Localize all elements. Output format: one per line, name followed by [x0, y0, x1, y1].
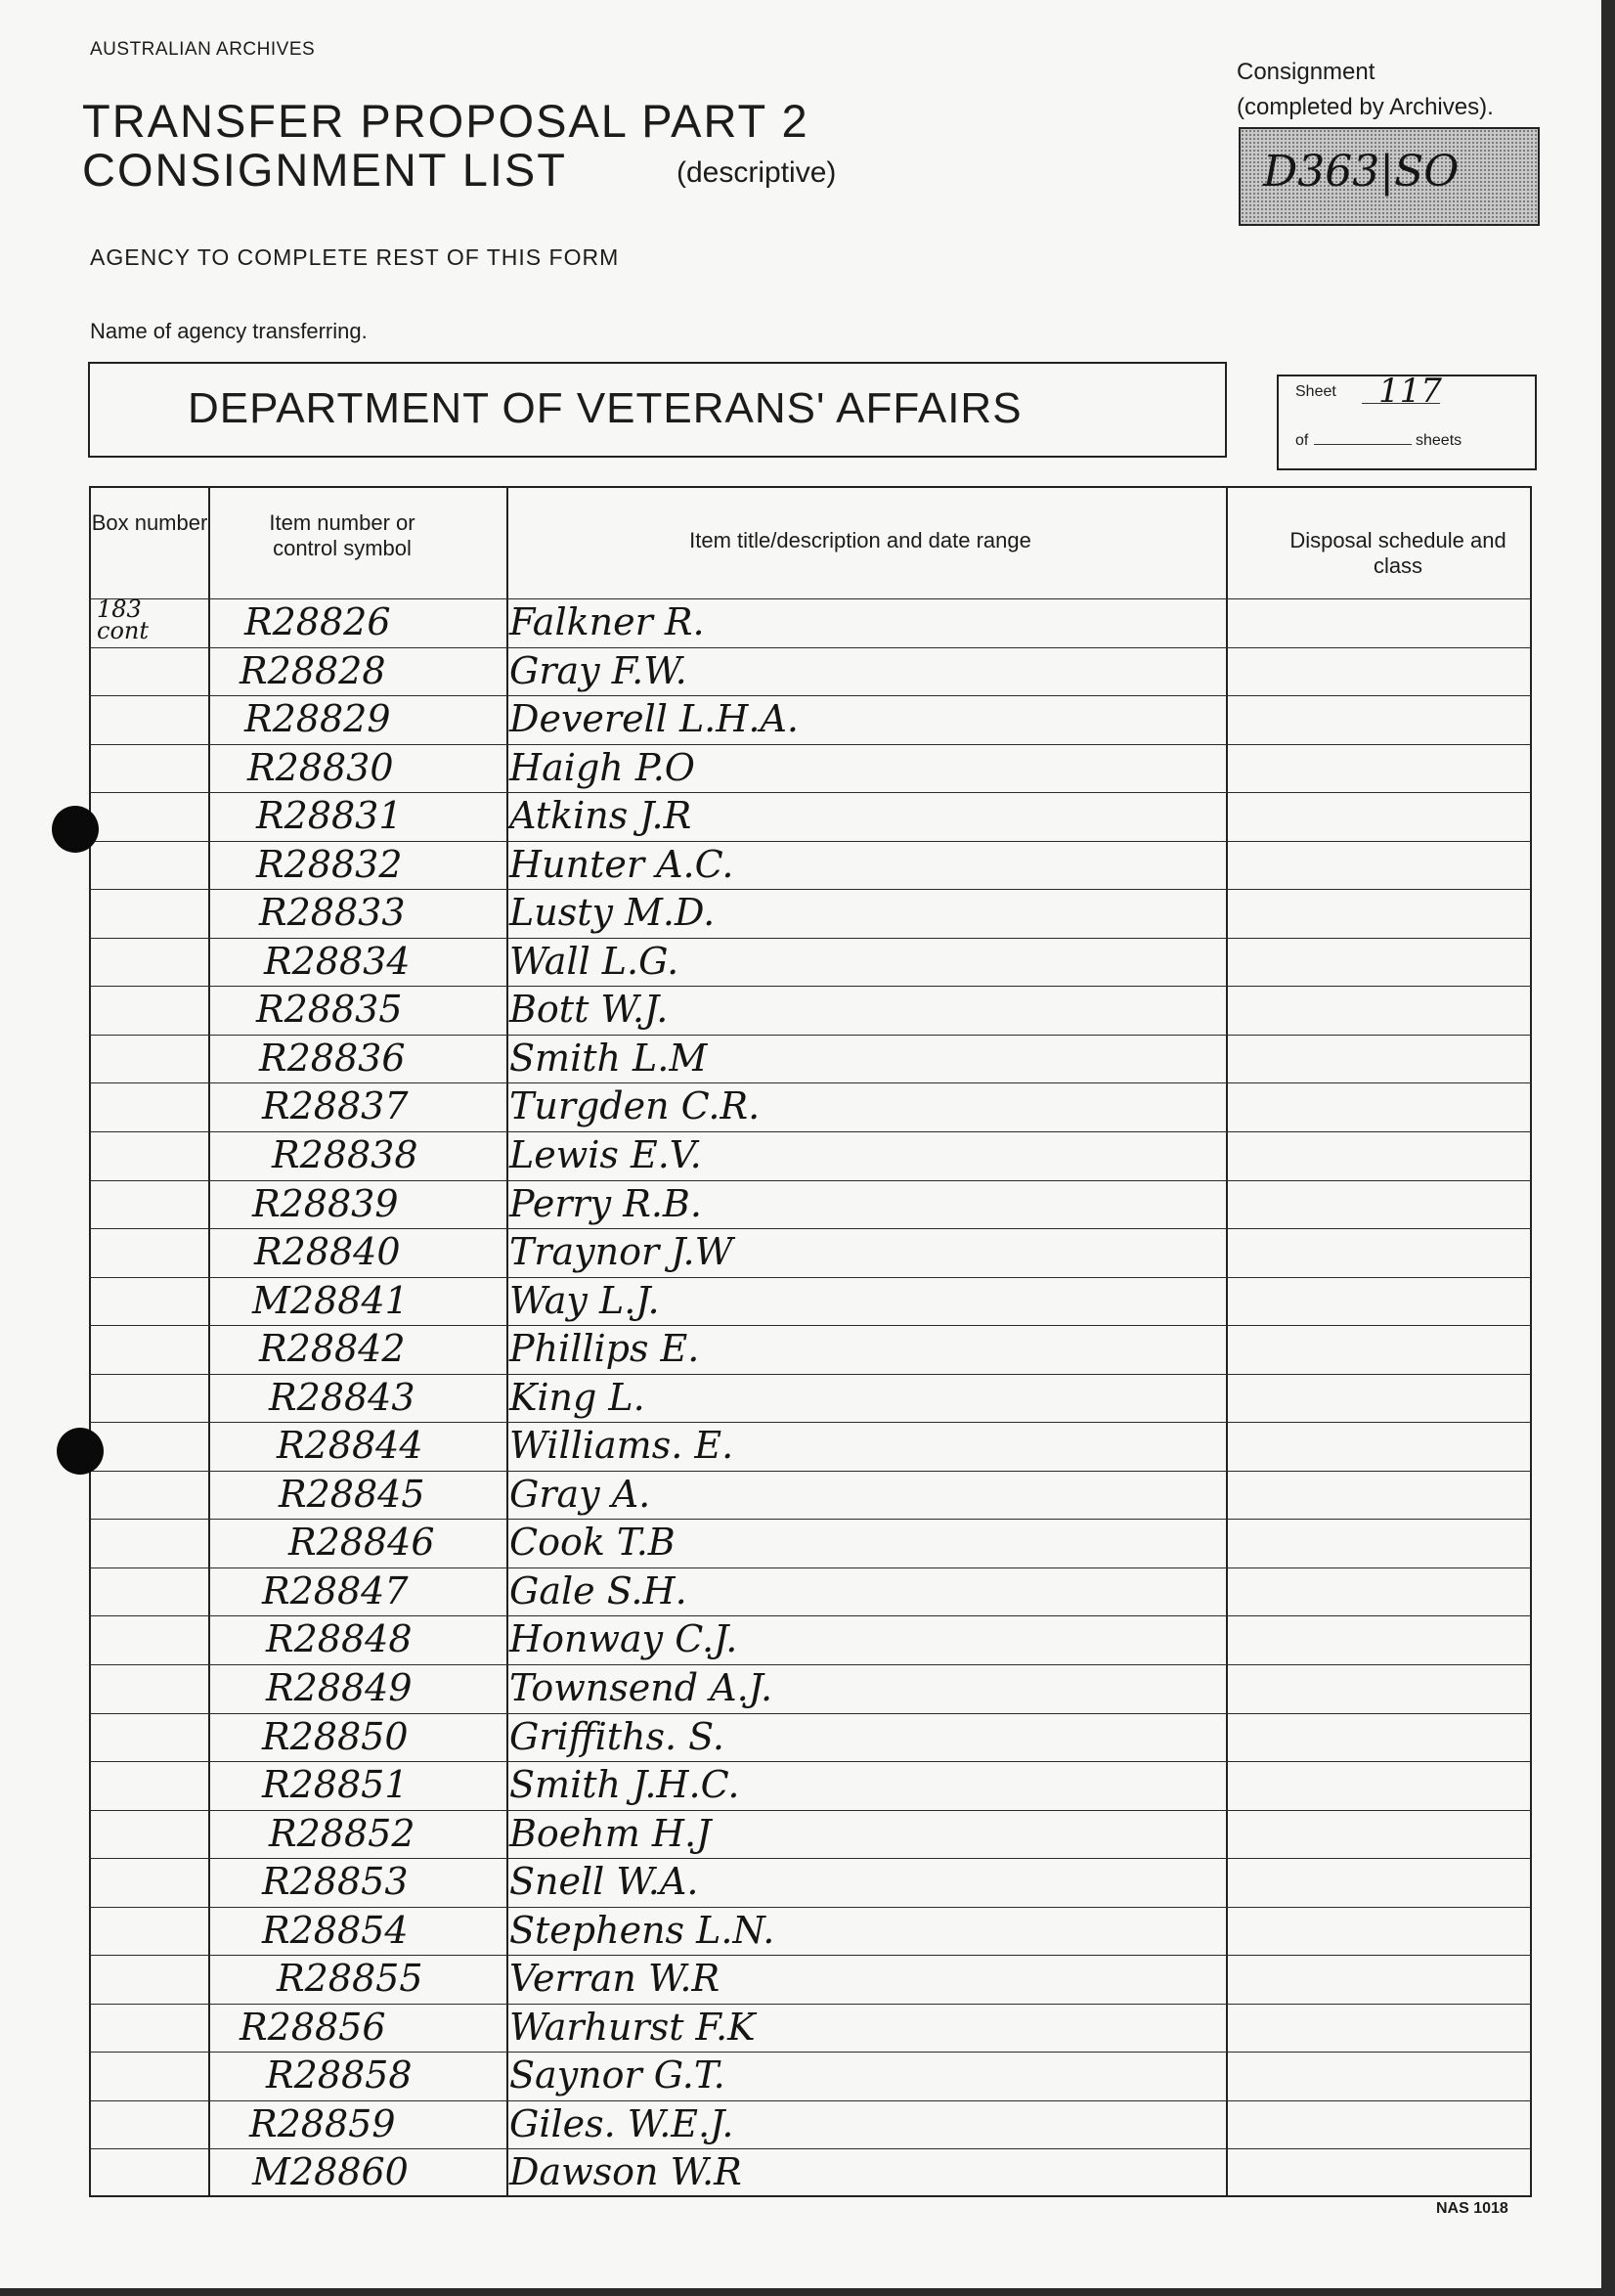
table-row — [89, 1180, 1532, 1229]
sheets-label: sheets — [1416, 432, 1462, 449]
item-number-cell: R28855 — [277, 1957, 423, 2001]
item-number-cell: R28847 — [262, 1568, 409, 1612]
item-title-cell: Lusty M.D. — [509, 891, 716, 935]
consignment-label: Consignment — [1237, 59, 1375, 85]
item-number-cell: R28852 — [269, 1811, 415, 1855]
table-row — [89, 1131, 1532, 1180]
item-title-cell: Snell W.A. — [509, 1860, 699, 1904]
item-number-cell: R28843 — [269, 1375, 415, 1419]
table-row — [89, 1228, 1532, 1277]
table-row — [89, 1035, 1532, 1083]
item-title-cell: Honway C.J. — [509, 1617, 738, 1661]
item-number-cell: R28834 — [264, 939, 411, 983]
of-label: of — [1295, 432, 1309, 449]
form-title-line2: CONSIGNMENT LIST — [82, 144, 567, 196]
sheet-number: 117 — [1378, 372, 1442, 411]
item-title-cell: Smith L.M — [509, 1036, 708, 1080]
agency-name: DEPARTMENT OF VETERANS' AFFAIRS — [188, 384, 1023, 432]
table-row — [89, 1422, 1532, 1471]
table-row — [89, 1761, 1532, 1810]
item-title-cell: Saynor G.T. — [509, 2053, 725, 2097]
item-title-cell: Haigh P.O — [509, 745, 695, 789]
item-title-cell: Gray F.W. — [509, 648, 687, 692]
item-number-cell: R28842 — [259, 1327, 406, 1371]
item-title-cell: Williams. E. — [509, 1424, 734, 1468]
item-title-cell: Stephens L.N. — [509, 1908, 775, 1952]
item-number-cell: R28835 — [256, 988, 403, 1032]
item-title-cell: Wall L.G. — [509, 939, 679, 983]
table-row — [89, 841, 1532, 890]
item-number-cell: M28860 — [252, 2150, 409, 2194]
table-row — [89, 986, 1532, 1035]
table-row — [89, 938, 1532, 987]
form-title-qualifier: (descriptive) — [677, 156, 837, 189]
table-row — [89, 1374, 1532, 1423]
item-title-cell: Boehm H.J — [509, 1811, 712, 1855]
form-code: NAS 1018 — [1436, 2200, 1508, 2217]
table-row — [89, 1082, 1532, 1131]
item-title-cell: Griffiths. S. — [509, 1714, 724, 1758]
item-title-cell: Gale S.H. — [509, 1568, 687, 1612]
item-number-cell: R28859 — [249, 2101, 396, 2145]
item-number-cell: R28826 — [244, 600, 391, 643]
item-number-cell: R28846 — [288, 1521, 435, 1565]
item-title-cell: Dawson W.R — [509, 2150, 742, 2194]
table-row — [89, 1567, 1532, 1616]
item-title-cell: Falkner R. — [509, 600, 705, 643]
of-underline — [1314, 444, 1412, 445]
item-number-cell: R28844 — [277, 1424, 423, 1468]
item-number-cell: R28836 — [259, 1036, 406, 1080]
item-title-cell: Hunter A.C. — [509, 842, 734, 886]
item-title-cell: Cook T.B — [509, 1521, 676, 1565]
item-number-cell: R28858 — [266, 2053, 413, 2097]
table-row — [89, 2100, 1532, 2149]
item-number-cell: R28830 — [247, 745, 394, 789]
table-row — [89, 2148, 1532, 2197]
header-item-title: Item title/description and date range — [689, 528, 1031, 552]
punch-hole — [57, 1428, 104, 1475]
item-title-cell: Deverell L.H.A. — [509, 697, 800, 741]
item-number-cell: R28838 — [272, 1133, 418, 1176]
box-number-cell: 183 cont — [97, 596, 149, 644]
item-number-cell: R28840 — [254, 1230, 401, 1274]
agency-name-label: Name of agency transferring. — [90, 319, 368, 343]
item-title-cell: Verran W.R — [509, 1957, 720, 2001]
item-title-cell: Gray A. — [509, 1472, 651, 1516]
item-title-cell: King L. — [509, 1375, 645, 1419]
item-number-cell: R28853 — [262, 1860, 409, 1904]
item-title-cell: Atkins J.R — [509, 794, 692, 838]
item-number-cell: M28841 — [252, 1278, 409, 1322]
item-number-cell: R28856 — [240, 2005, 386, 2049]
table-row — [89, 695, 1532, 744]
item-number-cell: R28829 — [244, 697, 391, 741]
item-number-cell: R28851 — [262, 1763, 409, 1807]
item-number-cell: R28837 — [262, 1084, 409, 1128]
item-number-cell: R28833 — [259, 891, 406, 935]
table-row — [89, 598, 1532, 647]
item-title-cell: Bott W.J. — [509, 988, 669, 1032]
item-title-cell: Giles. W.E.J. — [509, 2101, 734, 2145]
item-number-cell: R28854 — [262, 1908, 409, 1952]
item-title-cell: Warhurst F.K — [509, 2005, 756, 2049]
table-row — [89, 1713, 1532, 1762]
item-title-cell: Traynor J.W — [509, 1230, 733, 1274]
item-number-cell: R28832 — [256, 842, 403, 886]
consignment-note: (completed by Archives). — [1237, 94, 1494, 120]
item-number-cell: R28839 — [252, 1181, 399, 1225]
item-number-cell: R28828 — [240, 648, 386, 692]
sheet-label: Sheet — [1295, 383, 1336, 400]
table-row — [89, 1471, 1532, 1520]
table-row — [89, 1325, 1532, 1374]
item-title-cell: Phillips E. — [509, 1327, 700, 1371]
item-number-cell: R28849 — [266, 1666, 413, 1709]
header-disposal: Disposal schedule and class — [1289, 528, 1506, 578]
item-number-cell: R28831 — [256, 794, 403, 838]
table-row — [89, 1277, 1532, 1326]
item-number-cell: R28850 — [262, 1714, 409, 1758]
table-row — [89, 2004, 1532, 2053]
item-title-cell: Perry R.B. — [509, 1181, 702, 1225]
table-row — [89, 1664, 1532, 1713]
table-row — [89, 889, 1532, 938]
consignment-number: D363|SO — [1263, 147, 1460, 197]
item-title-cell: Smith J.H.C. — [509, 1763, 740, 1807]
header-box-number: Box number — [91, 510, 208, 535]
table-row — [89, 2052, 1532, 2100]
item-title-cell: Way L.J. — [509, 1278, 660, 1322]
item-number-cell: R28848 — [266, 1617, 413, 1661]
item-title-cell: Turgden C.R. — [509, 1084, 761, 1128]
table-row — [89, 1907, 1532, 1956]
table-row — [89, 792, 1532, 841]
table-row — [89, 1955, 1532, 2004]
table-row — [89, 1810, 1532, 1859]
item-number-cell: R28845 — [279, 1472, 425, 1516]
table-row — [89, 1615, 1532, 1664]
agency-instruction: AGENCY TO COMPLETE REST OF THIS FORM — [90, 244, 620, 270]
table-row — [89, 647, 1532, 696]
item-title-cell: Townsend A.J. — [509, 1666, 773, 1709]
table-row — [89, 744, 1532, 793]
punch-hole — [52, 806, 99, 853]
header-item-number: Item number or control symbol — [269, 510, 415, 560]
table-row — [89, 1519, 1532, 1567]
item-title-cell: Lewis E.V. — [509, 1133, 702, 1176]
archives-label: AUSTRALIAN ARCHIVES — [90, 39, 316, 60]
table-row — [89, 1858, 1532, 1907]
form-title-line1: TRANSFER PROPOSAL PART 2 — [82, 95, 809, 147]
